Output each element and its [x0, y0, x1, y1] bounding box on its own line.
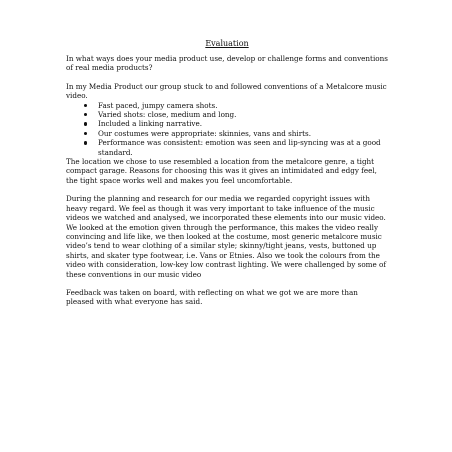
question-paragraph: In what ways does your media product use, develop or challenge forms and conventions of real media products?: [66, 54, 388, 73]
bullet-icon: [84, 122, 87, 125]
feedback-paragraph: Feedback was taken on board, with reflecting on what we got we are more than pleased with what everyone has said.: [66, 287, 358, 307]
list-item-text: Included a linking narrative.: [98, 119, 202, 129]
list-item-text: Fast paced, jumpy camera shots.: [98, 100, 218, 110]
research-paragraph: During the planning and research for our media we regarded copyright issues with heavy regard. We feel as though it was very important to take influence of the music videos we watched and analysed, we incorporated these elements into our music video. We looked at the emotion given through the performance, this makes the video really convincing and life like, we then looked at the costume, most generic metalcore music video’s tend to wear clothing of a similar style; skinny/tight jeans, vests, buttoned up shirts, and skater type footwear, i.e. Vans or Etnies. Also we took the colours from the video with consideration, low-key low contrast lighting. We were challenged by some of these conventions in our music video: [66, 194, 387, 279]
conventions-list: [66, 101, 388, 157]
spacer: [66, 185, 388, 194]
list-item: [98, 129, 388, 138]
list-item-text: Our costumes were appropriate: skinnies, vans and shirts.: [98, 128, 312, 138]
spacer: [66, 73, 388, 82]
list-item-text: Performance was consistent: emotion was seen and lip-syncing was at a good standard.: [98, 138, 381, 157]
bullet-icon: [84, 113, 87, 116]
bullet-icon: [84, 104, 87, 107]
list-item-text: Varied shots: close, medium and long.: [98, 110, 237, 120]
list-item: [98, 138, 388, 157]
intro-paragraph: In my Media Product our group stuck to and followed conventions of a Metalcore music video.: [66, 81, 387, 101]
bullet-icon: [84, 132, 87, 135]
spacer: [66, 279, 388, 288]
list-item: [98, 110, 388, 119]
page-title: Evaluation: [205, 39, 249, 48]
location-paragraph: The location we chose to use resembled a location from the metalcore genre, a tight compact garage. Reasons for choosing this was it gives an intimidated and edgy feel, the tight space works well and makes you feel uncomfortable.: [66, 157, 377, 185]
list-item: [98, 119, 388, 128]
bullet-icon: [84, 141, 87, 144]
list-item: [98, 101, 388, 110]
